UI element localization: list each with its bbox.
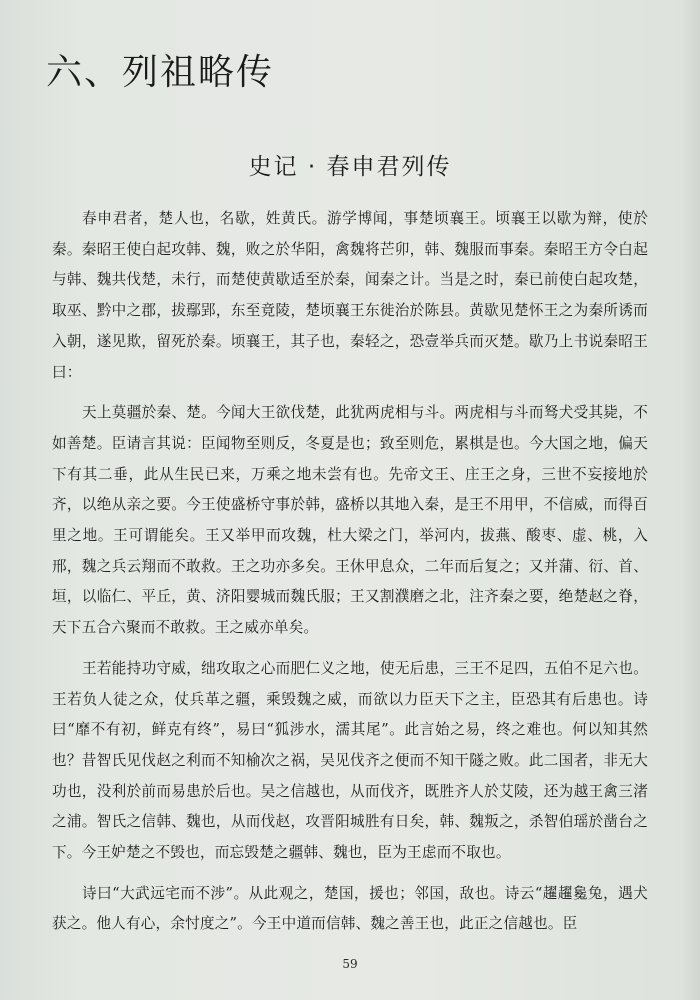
paragraph-2: 天上莫疆於秦、楚。今闻大王欲伐楚，此犹两虎相与斗。两虎相与斗而驽犬受其毙，不如善楚。臣请言其说：臣闻物至则反，冬夏是也；致至则危，累棋是也。今大国之地，偏天下有其二垂，此从生民已来，万乘之地未尝有也。先帝文王、庄王之身，三世不妄接地於齐，以绝从亲之要。今王使盛桥守事於韩，盛桥以其地入秦，是王不用甲，不信威，而得百里之地。王可谓能矣。王又举甲而攻魏，杜大梁之门，举河内，拔燕、酸枣、虚、桃，入邢，魏之兵云翔而不敢救。王之功亦多矣。王休甲息众，二年而后复之；又并蒲、衍、首、垣，以临仁、平丘，黄、济阳婴城而魏氏服；王又割濮磨之北，注齐秦之要，绝楚赵之脊，天下五合六聚而不敢救。王之威亦单矣。	[52, 404, 648, 637]
article-body	[52, 204, 648, 950]
article-title: 史记 · 春申君列传	[248, 154, 452, 180]
paragraph-3: 王若能持功守威，绌攻取之心而肥仁义之地，使无后患，三王不足四，五伯不足六也。王若负人徒之众，仗兵革之疆，乘毁魏之威，而欲以力臣天下之主，臣恐其有后患也。诗曰“靡不有初，鲜克有终”，易曰“狐涉水，濡其尾”。此言始之易，终之难也。何以知其然也？昔智氏见伐赵之利而不知榆次之祸，吴见伐齐之便而不知干隧之败。此二国者，非无大功也，没利於前而易患於后也。吴之信越也，从而伐齐，既胜齐人於艾陵，还为越王禽三渚之浦。智氏之信韩、魏也，从而伐赵，攻晋阳城胜有日矣，韩、魏叛之，杀智伯瑶於凿台之下。今王妒楚之不毁也，而忘毁楚之疆韩、魏也，臣为王虑而不取也。	[52, 659, 648, 862]
paragraph-4: 诗曰“大武远宅而不涉”。从此观之，楚国，援也；邻国，敌也。诗云“趯趯毚兔，遇犬获之。他人有心，余忖度之”。今王中道而信韩、魏之善王也，此正之信越也。臣	[52, 884, 648, 933]
page-number: 59	[342, 957, 358, 971]
section-heading: 六、列祖略传	[46, 52, 275, 93]
paragraph-1: 春申君者，楚人也，名歇，姓黄氏。游学博闻，事楚顷襄王。顷襄王以歇为辩，使於秦。秦昭王使白起攻韩、魏，败之於华阳，禽魏将芒卯，韩、魏服而事秦。秦昭王方令白起与韩、魏共伐楚，未行，而楚使黄歇适至於秦，闻秦之计。当是之时，秦已前使白起攻楚，取巫、黔中之郡，拔鄢郢，东至竟陵，楚顷襄王东徙治於陈县。黄歇见楚怀王之为秦所诱而入朝，遂见欺，留死於秦。顷襄王，其子也，秦轻之，恐壹举兵而灭楚。歇乃上书说秦昭王曰：	[52, 210, 648, 381]
